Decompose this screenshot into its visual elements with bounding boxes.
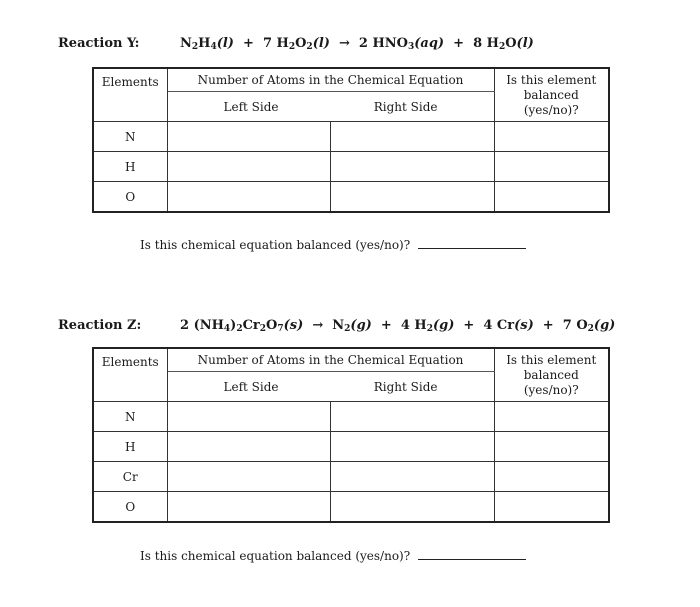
left-side-header: Left Side [167,92,330,122]
formula-text: 2 (NH [180,318,224,333]
balanced-header-line: Is this element [506,73,597,87]
left-side-input-cell[interactable] [167,402,330,432]
answer-blank[interactable] [418,247,526,249]
reaction-y-label: Reaction Y: [58,36,140,51]
element-cell: H [93,152,167,182]
subscript: 2 [344,324,351,334]
right-side-input-cell[interactable] [330,492,494,523]
balanced-input-cell[interactable] [494,182,609,213]
formula-text: + 4 H [371,318,427,333]
formula-text: → 2 HNO [329,36,408,51]
subscript: 2 [587,324,594,334]
state-symbol: (l) [516,36,534,51]
formula-text: + 4 Cr [454,318,515,333]
right-side-input-cell[interactable] [330,122,494,152]
formula-text: Cr [242,318,260,333]
left-side-input-cell[interactable] [167,182,330,213]
balanced-header-line: (yes/no)? [523,103,579,117]
element-cell: N [93,402,167,432]
element-cell: O [93,492,167,523]
left-side-input-cell[interactable] [167,122,330,152]
reaction-y-equation [180,36,534,51]
right-side-header: Right Side [330,92,494,122]
number-of-atoms-header: Number of Atoms in the Chemical Equation [167,348,494,372]
formula-text: H [198,36,211,51]
state-symbol: (s) [514,318,534,333]
table-row [93,182,609,213]
formula-text: + 7 H [233,36,289,51]
element-cell: O [93,182,167,213]
balanced-input-cell[interactable] [494,152,609,182]
left-side-input-cell[interactable] [167,152,330,182]
table-row [93,122,609,152]
element-cell: H [93,432,167,462]
right-side-input-cell[interactable] [330,462,494,492]
subscript: 4 [210,42,217,52]
reaction-y-table [92,67,610,213]
state-symbol: (aq) [414,36,445,51]
elements-header: Elements [93,348,167,402]
balanced-header-line: (yes/no)? [523,383,579,397]
balanced-header [494,348,609,402]
balanced-header-line: balanced [523,88,579,102]
formula-text: O [266,318,278,333]
balanced-header-line: Is this element [506,353,597,367]
left-side-input-cell[interactable] [167,462,330,492]
question-text: Is this chemical equation balanced (yes/no)? [140,549,411,563]
balanced-input-cell[interactable] [494,432,609,462]
right-side-input-cell[interactable] [330,402,494,432]
left-side-header: Left Side [167,372,330,402]
state-symbol: (g) [432,318,455,333]
right-side-input-cell[interactable] [330,432,494,462]
elements-header: Elements [93,68,167,122]
formula-text: N [180,36,192,51]
subscript: 2 [191,42,199,52]
table-row [93,402,609,432]
right-side-input-cell[interactable] [330,182,494,213]
answer-blank[interactable] [418,558,526,560]
balanced-header [494,68,609,122]
subscript: 2 [306,42,313,52]
state-symbol: (l) [216,36,234,51]
element-cell: Cr [93,462,167,492]
reaction-z-table [92,347,610,523]
balanced-input-cell[interactable] [494,492,609,523]
number-of-atoms-header: Number of Atoms in the Chemical Equation [167,68,494,92]
table-row [93,462,609,492]
table-row [93,432,609,462]
reaction-y-balanced-question [140,238,526,252]
state-symbol: (s) [283,318,304,333]
reaction-z-label: Reaction Z: [58,318,142,333]
right-side-header: Right Side [330,372,494,402]
right-side-input-cell[interactable] [330,152,494,182]
state-symbol: (g) [350,318,372,333]
balanced-input-cell[interactable] [494,462,609,492]
state-symbol: (l) [312,36,330,51]
state-symbol: (g) [593,318,616,333]
balanced-input-cell[interactable] [494,122,609,152]
subscript: 2 [498,42,506,52]
left-side-input-cell[interactable] [167,432,330,462]
formula-text: + 8 H [444,36,499,51]
subscript: 7 [277,324,284,334]
subscript: 2 [236,324,243,334]
formula-text: O [505,36,517,51]
balanced-header-line: balanced [523,368,579,382]
reaction-z-balanced-question [140,549,526,563]
formula-text: → N [303,318,345,333]
question-text: Is this chemical equation balanced (yes/no)? [140,238,411,252]
subscript: 3 [408,42,415,52]
subscript: 4 [223,324,231,334]
balanced-input-cell[interactable] [494,402,609,432]
subscript: 2 [259,324,267,334]
reaction-z-equation [180,318,615,333]
subscript: 2 [426,324,433,334]
formula-text: O [295,36,307,51]
formula-text: + 7 O [533,318,588,333]
table-row [93,492,609,523]
left-side-input-cell[interactable] [167,492,330,523]
table-row [93,152,609,182]
formula-text: ) [230,318,237,333]
subscript: 2 [288,42,296,52]
element-cell: N [93,122,167,152]
